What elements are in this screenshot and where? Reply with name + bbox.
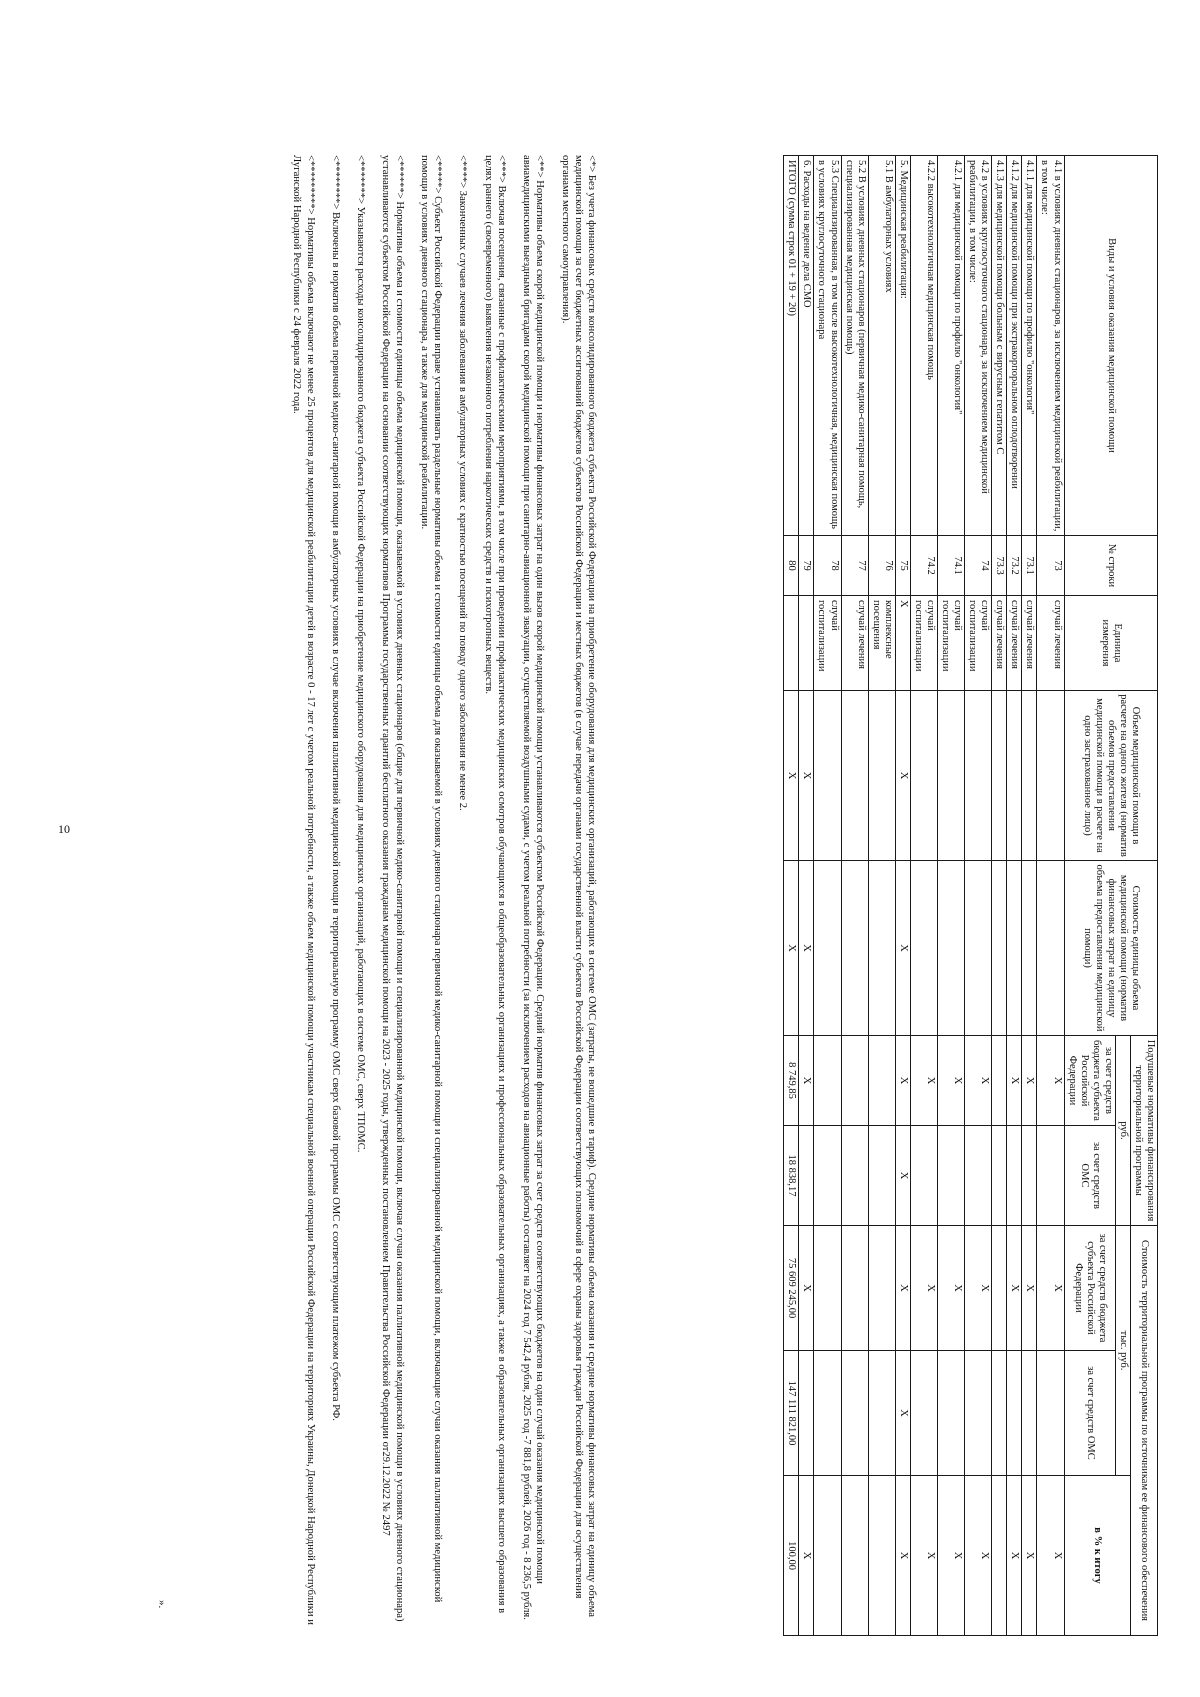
row-per-capita-budget (992, 1036, 1007, 1126)
rotated-page-content (58, 80, 1158, 1650)
row-number: 77 (841, 536, 868, 596)
row-percent: X (799, 1476, 814, 1636)
row-total-oms (938, 1351, 965, 1476)
row-total-budget (868, 1226, 895, 1351)
row-total-budget: X (1037, 1226, 1064, 1351)
table-row (895, 156, 910, 1636)
row-unit (784, 596, 799, 691)
row-name: 4.1.2 для медицинской помощи при экстракорпоральном оплодотворении (1007, 156, 1022, 536)
row-cost (965, 861, 992, 1036)
table-row (965, 156, 992, 1636)
row-per-capita-oms (910, 1126, 937, 1226)
row-total-oms (868, 1351, 895, 1476)
col-header-cost: Стоимость единицы объема медицинской помощи (норматив финансовых затрат на единицу объема предоставления медицинской помощи) (1064, 861, 1157, 1036)
table-row (910, 156, 937, 1636)
row-total-budget: X (1022, 1226, 1037, 1351)
row-total-budget (992, 1226, 1007, 1351)
row-unit: случай госпитализации (814, 596, 841, 691)
col-header-per-capita-unit: руб. (1115, 1036, 1130, 1226)
row-percent: X (895, 1476, 910, 1636)
row-volume: X (799, 691, 814, 861)
row-volume (868, 691, 895, 861)
row-per-capita-budget (841, 1036, 868, 1126)
col-header-volume: Объем медицинской помощи в расчете на одного жителя (норматив объемов предоставления медицинской помощи в расчете на одно застрахованное лицо) (1064, 691, 1157, 861)
row-percent: X (938, 1476, 965, 1636)
row-total-budget: X (895, 1226, 910, 1351)
row-percent: X (1037, 1476, 1064, 1636)
row-total-budget: 75 609 245,00 (784, 1226, 799, 1351)
row-total-budget: X (799, 1226, 814, 1351)
footnote: <***> Включая посещения, связанные с профилактическими мероприятиями, в том числе при проведении профилактических медицинских осмотров обучающихся в общеобразовательных организациях и профессиональных образовательных организациях, а также в образовательных организациях высшего образования в целях раннего (своевременного) выявления незаконного потребления наркотических средств и психотропных веществ. (482, 155, 507, 1614)
col-header-per-capita-budget: за счет средств бюджета субъекта Российской Федерации (1064, 1036, 1115, 1126)
table-row (1037, 156, 1064, 1636)
col-header-row-no: № строки (1064, 536, 1157, 596)
row-volume (1007, 691, 1022, 861)
row-total-budget: X (910, 1226, 937, 1351)
row-number: 74.2 (910, 536, 937, 596)
row-cost (841, 861, 868, 1036)
row-cost: X (799, 861, 814, 1036)
row-percent: X (965, 1476, 992, 1636)
row-name: 4.1.1 для медицинской помощи по профилю "онкология" (1022, 156, 1037, 536)
col-header-total-unit: тыс. руб. (1115, 1226, 1130, 1476)
row-name: 5. Медицинская реабилитация: (895, 156, 910, 536)
table-row (784, 156, 799, 1636)
col-header-total-oms: за счет средств ОМС (1064, 1351, 1115, 1476)
row-per-capita-oms (1022, 1126, 1037, 1226)
row-per-capita-oms (992, 1126, 1007, 1226)
col-header-per-capita: Подушевые нормативы финансирования территориальной программы (1130, 1036, 1157, 1226)
footnote: <****> Законченных случаев лечения заболевания в амбулаторных условиях с кратностью посещений по поводу одного заболевания не менее 2. (457, 155, 469, 811)
row-cost (938, 861, 965, 1036)
row-number: 73.3 (992, 536, 1007, 596)
row-number: 74 (965, 536, 992, 596)
row-number: 75 (895, 536, 910, 596)
footnote: <**> Нормативы объема скорой медицинской помощи и нормативы финансовых затрат на один вызов скорой медицинской помощи устанавливаются субъектом Российской Федерации. Средний норматив финансовых затрат за счет средств соответствующих бюджетов на один случай оказания медицинской помощи авиамедицинскими выездными бригадами скорой медицинской помощи при санитарно-авиационной эвакуации, осуществляемой воздушными судами, с учетом реальной потребности (за исключением расходов на авиационные работы) составляет на 2024 год 7 542,4 рубля, 2025 год -7 881,8 рублей, 2026 год - 8 236,5 рубля. (521, 155, 546, 1620)
row-per-capita-oms (1037, 1126, 1064, 1226)
row-unit: случай лечения (1007, 596, 1022, 691)
row-total-oms (965, 1351, 992, 1476)
row-name: 4.1 в условиях дневных стационаров, за исключением медицинской реабилитации, в том числе: (1037, 156, 1064, 536)
row-total-oms (799, 1351, 814, 1476)
table-row (814, 156, 841, 1636)
footnote: <********> Включены в норматив объема первичной медико-санитарной помощи в амбулаторных условиях в случае включения паллиативной медицинской помощи в территориальную программу ОМС сверх базовой программы ОМС с соответствующим платежом субъекта РФ. (329, 155, 341, 1421)
row-per-capita-oms (814, 1126, 841, 1226)
row-cost (868, 861, 895, 1036)
row-volume (938, 691, 965, 861)
row-name: 5.1 В амбулаторных условиях (868, 156, 895, 536)
row-volume (910, 691, 937, 861)
row-per-capita-budget: X (799, 1036, 814, 1126)
page-number: 10 (58, 822, 70, 836)
row-name: 4.2.1 для медицинской помощи по профилю "онкология" (938, 156, 965, 536)
table-row (841, 156, 868, 1636)
row-percent (841, 1476, 868, 1636)
row-total-oms (910, 1351, 937, 1476)
row-per-capita-budget: X (965, 1036, 992, 1126)
table-row (992, 156, 1007, 1636)
col-header-total-cost: Стоимость территориальной программы по источникам ее финансового обеспечения (1130, 1226, 1157, 1636)
row-cost: X (784, 861, 799, 1036)
table-body (784, 156, 1064, 1636)
row-unit: X (895, 596, 910, 691)
row-unit (799, 596, 814, 691)
row-volume (814, 691, 841, 861)
row-unit: случай лечения (992, 596, 1007, 691)
table-row (1007, 156, 1022, 1636)
row-name: 4.2 в условиях круглосуточного стационара, за исключением медицинской реабилитации, в том числе: (965, 156, 992, 536)
table-row (938, 156, 965, 1636)
row-total-oms (841, 1351, 868, 1476)
row-per-capita-budget: X (1037, 1036, 1064, 1126)
row-number: 74.1 (938, 536, 965, 596)
row-per-capita-oms (965, 1126, 992, 1226)
row-unit: случай лечения (841, 596, 868, 691)
row-per-capita-budget: X (938, 1036, 965, 1126)
row-volume (965, 691, 992, 861)
row-percent (814, 1476, 841, 1636)
closing-mark: ». (156, 1600, 168, 1609)
row-total-budget: X (938, 1226, 965, 1351)
row-volume (992, 691, 1007, 861)
row-total-oms (1007, 1351, 1022, 1476)
col-header-types: Виды и условия оказания медицинской помощи (1064, 156, 1157, 536)
header-row-1 (1130, 156, 1157, 1636)
row-number: 76 (868, 536, 895, 596)
row-number: 73.1 (1022, 536, 1037, 596)
row-unit: случай госпитализации (965, 596, 992, 691)
row-name: 5.3 Специализированная, в том числе высокотехнологичная, медицинская помощь в условиях круглосуточного стационара (814, 156, 841, 536)
col-header-per-capita-oms: за счет средств ОМС (1064, 1126, 1115, 1226)
row-name: ИТОГО (сумма строк 01 + 19 + 20) (784, 156, 799, 536)
row-total-oms (992, 1351, 1007, 1476)
row-volume (1037, 691, 1064, 861)
row-percent: 100,00 (784, 1476, 799, 1636)
row-number: 73.2 (1007, 536, 1022, 596)
row-cost (1007, 861, 1022, 1036)
col-header-unit: Единица измерения (1064, 596, 1157, 691)
row-volume (1022, 691, 1037, 861)
row-cost (814, 861, 841, 1036)
row-per-capita-budget: X (910, 1036, 937, 1126)
row-cost (992, 861, 1007, 1036)
row-per-capita-budget: X (1007, 1036, 1022, 1126)
row-number: 79 (799, 536, 814, 596)
row-cost (910, 861, 937, 1036)
row-per-capita-oms (938, 1126, 965, 1226)
row-per-capita-budget: X (895, 1036, 910, 1126)
table-row (868, 156, 895, 1636)
row-volume: X (784, 691, 799, 861)
row-cost: X (895, 861, 910, 1036)
row-cost (1022, 861, 1037, 1036)
footnotes (278, 155, 598, 1635)
row-per-capita-budget: X (1022, 1036, 1037, 1126)
row-total-budget (841, 1226, 868, 1351)
row-name: 6. Расходы на ведение дела СМО (799, 156, 814, 536)
row-unit: случай госпитализации (910, 596, 937, 691)
row-number: 73 (1037, 536, 1064, 596)
table-row (1022, 156, 1037, 1636)
row-per-capita-oms (799, 1126, 814, 1226)
row-cost (1037, 861, 1064, 1036)
col-header-percent: в % к итогу (1064, 1476, 1130, 1636)
row-total-oms (1037, 1351, 1064, 1476)
row-per-capita-oms (1007, 1126, 1022, 1226)
financing-table (783, 155, 1158, 1636)
row-percent: X (1007, 1476, 1022, 1636)
row-per-capita-oms (841, 1126, 868, 1226)
row-name: 4.2.2 высокотехнологичная медицинская помощь (910, 156, 937, 536)
row-total-oms (814, 1351, 841, 1476)
row-unit: комплексные посещения (868, 596, 895, 691)
row-total-oms: 147 111 821,00 (784, 1351, 799, 1476)
row-name: 5.2 В условиях дневных стационаров (первичная медико-санитарная помощь, специализированная медицинская помощь) (841, 156, 868, 536)
row-per-capita-oms (868, 1126, 895, 1226)
row-volume (841, 691, 868, 861)
row-percent: X (910, 1476, 937, 1636)
row-per-capita-oms: 18 838,17 (784, 1126, 799, 1226)
row-total-oms (1022, 1351, 1037, 1476)
row-per-capita-budget (814, 1036, 841, 1126)
row-total-budget: X (1007, 1226, 1022, 1351)
row-unit: случай лечения (1022, 596, 1037, 691)
row-volume: X (895, 691, 910, 861)
table-row (799, 156, 814, 1636)
footnote: <******> Нормативы объема и стоимости единицы объема медицинской помощи, оказываемой в условиях дневных стационаров (общие для первичной медико-санитарной помощи и специализированной медицинской помощи, включая случаи оказания паллиативной медицинской помощи в условиях дневного стационара) устанавливаются субъектом Российской Федерации на основании соответствующих нормативов Программы государственных гарантий бесплатного оказания гражданам медицинской помощи на 2023 - 2025 годы, утвержденных постановлением Правительства Российской Федерации от29.12.2022 № 2497 (380, 155, 405, 1622)
row-total-budget (814, 1226, 841, 1351)
row-name: 4.1.3 для медицинской помощи больным с вирусным гепатитом С (992, 156, 1007, 536)
row-total-oms: X (895, 1351, 910, 1476)
row-per-capita-budget: 8 749,85 (784, 1036, 799, 1126)
row-total-budget: X (965, 1226, 992, 1351)
row-number: 78 (814, 536, 841, 596)
row-unit: случай лечения (1037, 596, 1064, 691)
row-percent (868, 1476, 895, 1636)
row-number: 80 (784, 536, 799, 596)
row-percent: X (1022, 1476, 1037, 1636)
footnote: <*********> Нормативы объема включают не менее 25 процентов для медицинской реабилитации детей в возрасте 0 - 17 лет с учетом реальной потребности, а также объем медицинской помощи участникам специальной военной операции Российской Федерации на территориях Украины, Донецкой Народной Республики и Луганской Народной Республики с 24 февраля 2022 года. (291, 155, 316, 1625)
footnote: <*******> Указываются расходы консолидированного бюджета субъекта Российской Федерации на приобретение медицинского оборудования для медицинских организаций, работающих в системе ОМС, сверх ТПОМС. (355, 155, 367, 1153)
row-per-capita-budget (868, 1036, 895, 1126)
row-per-capita-oms: X (895, 1126, 910, 1226)
footnote: <*****> Субъект Российской Федерации вправе устанавливать раздельные нормативы объема и стоимости единицы объема для оказываемой в условиях дневного стационара первичной медико-санитарной помощи и специализированной медицинской помощи, включающие случаи оказания паллиативной медицинской помощи в условиях дневного стационара, а также для медицинской реабилитации. (418, 155, 444, 1603)
row-unit: случай госпитализации (938, 596, 965, 691)
row-percent (992, 1476, 1007, 1636)
col-header-total-budget: за счет средств бюджета субъекта Российской Федерации (1064, 1226, 1115, 1351)
footnote: <*> Без учета финансовых средств консолидированного бюджета субъекта Российской Федерации на приобретение оборудования для медицинских организаций, работающих в системе ОМС (затраты, не вошедшие в тариф). Средние нормативы объема оказания и средние нормативы финансовых затрат на единицу объема медицинской помощи за счет бюджетных ассигнований бюджетов субъектов Российской Федерации и местных бюджетов (в случае передачи органами государственной власти субъектов Российской Федерации соответствующих полномочий в сфере охраны здоровья граждан Российской Федерации для осуществления органами местного самоуправления). (559, 155, 597, 1617)
